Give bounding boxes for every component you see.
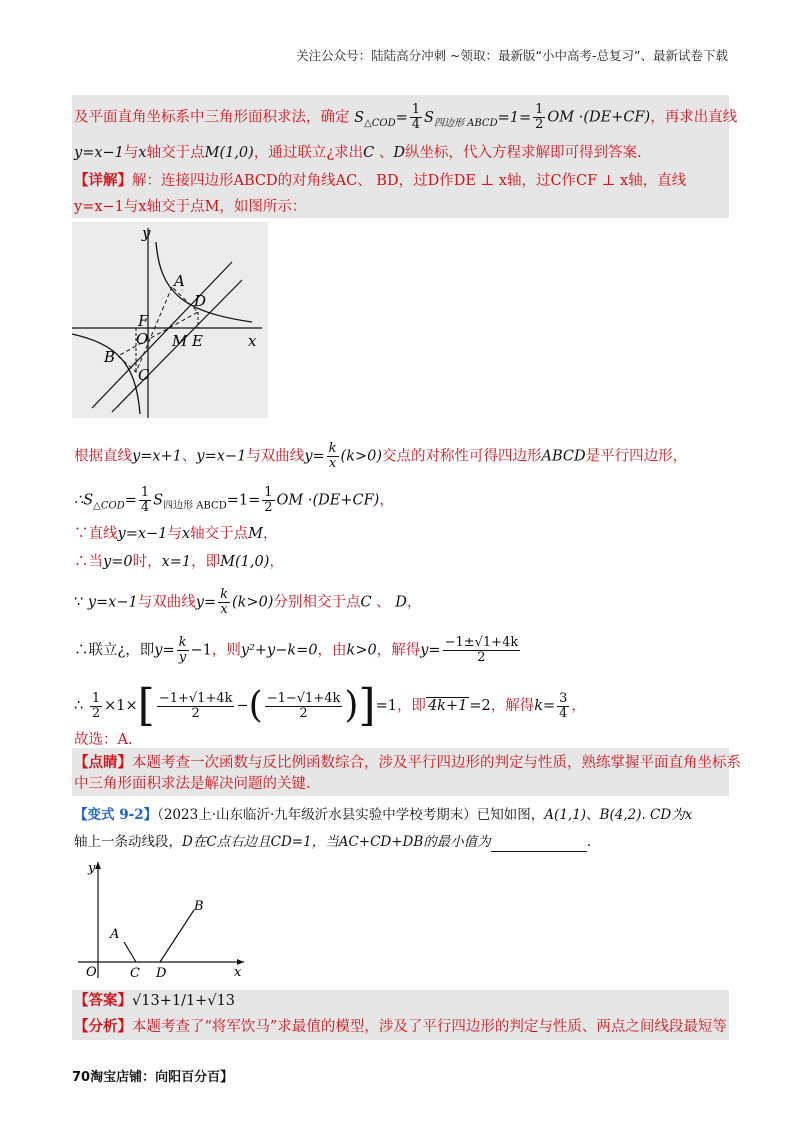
text: 时，	[132, 554, 162, 570]
den: 2	[264, 500, 273, 515]
solution-line-7	[74, 680, 586, 731]
text: 故选：A.	[74, 732, 133, 748]
segment-ac	[124, 942, 136, 962]
num: k	[178, 635, 187, 650]
detail-tag: 【详解】	[74, 172, 132, 189]
solution-line-6	[74, 636, 522, 665]
label-x: x	[234, 965, 242, 980]
text: 中三角形面积求法是解决问题的关键.	[74, 776, 311, 792]
text: 本题考查了“将军饮马”求最值的模型，涉及了平行四边形的判定与性质、两点之间线段最短等	[132, 1019, 727, 1035]
math: (k>0)	[340, 448, 383, 465]
hyperbola-branch	[72, 334, 140, 414]
math: y=x+1	[132, 448, 182, 465]
comment-line-2	[74, 774, 311, 794]
label-c: C	[130, 966, 140, 981]
math: OM ·(DE+CF)	[547, 109, 651, 126]
math: $S_{四边形 ABCD}=1=$	[424, 109, 532, 129]
math: OM ·(DE+CF)	[276, 492, 380, 509]
math: C	[360, 594, 372, 611]
bracket: ]	[358, 680, 376, 731]
num: k	[220, 587, 228, 602]
label-d: D	[194, 292, 207, 310]
math: ∴S	[74, 492, 94, 509]
fraction	[262, 486, 274, 515]
label-a: A	[174, 272, 185, 290]
fraction	[265, 692, 343, 721]
text: ，	[571, 698, 586, 714]
text: ，解得	[376, 642, 421, 659]
label-c: C	[138, 366, 150, 384]
math: =	[124, 492, 137, 509]
math: k=	[534, 698, 556, 714]
text: 解：连接四边形ABCD的对角线AC、 BD，过D作DE ⊥ x轴，过C作CF ⊥ x轴，直线	[132, 173, 687, 189]
footer-text: 淘宝店铺：向阳百分百】	[90, 1070, 234, 1085]
text: .	[586, 834, 592, 850]
den: 2	[191, 705, 200, 721]
math: 四边形 ABCD	[163, 500, 227, 512]
den: 2	[299, 705, 308, 721]
label-a: A	[110, 927, 120, 942]
text: 与	[167, 526, 182, 542]
fraction	[218, 588, 230, 617]
math: M(1,0)	[220, 554, 270, 570]
den: 4	[559, 705, 568, 721]
coordinate-figure	[74, 850, 254, 982]
math: D	[395, 594, 407, 611]
page-header: 关注公众号：陆陆高分冲刺 ~领取：最新版“小中高考-总复习”、最新试卷下载	[296, 48, 728, 63]
num: 1	[91, 690, 101, 706]
paren: (	[248, 685, 263, 726]
detail-line-1	[74, 171, 686, 191]
fraction	[557, 692, 569, 721]
math: y=0	[103, 554, 133, 570]
label-x: x	[248, 332, 257, 350]
label-b: B	[194, 899, 204, 914]
solution-line-2	[74, 486, 394, 516]
y-arrow	[95, 862, 101, 869]
math: ABCD	[541, 448, 586, 465]
label-d: D	[156, 966, 167, 981]
math: x	[138, 145, 147, 161]
solution-line-1	[74, 442, 687, 471]
label-b: B	[104, 348, 116, 366]
analysis-line	[74, 1017, 727, 1037]
num: k	[328, 441, 337, 456]
math: $S_{\triangle COD}=$	[354, 109, 408, 129]
figure2-svg	[74, 850, 254, 982]
math: M	[248, 526, 263, 542]
math: △COD	[93, 500, 125, 512]
text: 根据直线	[74, 448, 132, 465]
text: ，再求出直线	[650, 109, 738, 126]
math: y=x−1	[87, 594, 138, 611]
line-y-x-plus-1	[92, 262, 232, 408]
hyperbola-branch	[156, 242, 252, 322]
fraction	[410, 103, 422, 132]
num: 3	[559, 690, 568, 706]
text: 、	[371, 594, 396, 611]
label-o: O	[86, 965, 97, 980]
math: y=x−1	[117, 526, 168, 542]
text: 本题考查一次函数与反比例函数综合，涉及平行四边形的判定与性质，熟练掌握平面直角坐标系	[132, 755, 741, 771]
label-m: M	[172, 332, 188, 350]
den: y	[178, 650, 187, 665]
math: y=	[420, 642, 441, 659]
num: −1+√1+4k	[158, 690, 233, 706]
math: k>0	[346, 642, 377, 659]
text: 、	[374, 145, 394, 161]
figure-svg	[72, 222, 268, 418]
text: ，则	[211, 642, 241, 659]
fraction	[327, 442, 339, 471]
den: x	[328, 456, 337, 471]
solution-line-5	[74, 588, 421, 617]
text: ，即	[191, 554, 221, 570]
answer-tag: 【答案】	[74, 992, 132, 1009]
analysis-tag: 【分析】	[74, 1018, 132, 1035]
comment-line-1	[74, 753, 741, 773]
fraction	[90, 692, 102, 721]
fraction	[139, 486, 151, 515]
text: 与双曲线	[246, 448, 305, 465]
num: 1	[535, 102, 544, 117]
bracket: [	[137, 680, 155, 731]
label-e: E	[192, 332, 203, 350]
num: −1±√1+4k	[444, 635, 519, 650]
answer-blank[interactable]	[491, 837, 587, 852]
text: y=x−1与x轴交于点M，如图所示：	[74, 199, 307, 215]
answer-line	[74, 991, 235, 1011]
math: A(1,1)、B(4,2). CD为x	[544, 807, 693, 823]
den: 2	[91, 705, 101, 721]
math: ∴	[74, 698, 88, 714]
math: =2	[469, 698, 491, 714]
text: ，由	[317, 642, 347, 659]
fraction	[157, 692, 235, 721]
text: 轴交于点	[146, 145, 205, 161]
den: 4	[140, 500, 150, 515]
math: y=	[304, 448, 325, 465]
math: D	[393, 145, 405, 161]
analysis-line-1	[74, 103, 737, 133]
text: 是平行四边形，	[585, 448, 688, 465]
paren: )	[344, 685, 359, 726]
text: 、	[181, 448, 197, 465]
segment-db	[160, 910, 194, 962]
text: D在C点右边且CD=1，当AC+CD+DB的最小值为	[182, 834, 491, 850]
variant-line-2	[74, 832, 591, 852]
text: ，通过联立¿求出	[253, 145, 364, 161]
page-footer	[72, 1066, 233, 1085]
fraction	[443, 636, 521, 665]
math: y=	[154, 642, 175, 659]
math: ∵	[74, 594, 88, 611]
math: x	[181, 526, 191, 542]
label-y: y	[88, 861, 96, 876]
variant-tag: 【变式 9-2】	[74, 807, 158, 823]
comment-tag: 【点睛】	[74, 754, 132, 771]
num: −1−√1+4k	[266, 690, 341, 706]
page-number: 70	[72, 1070, 91, 1085]
text: 轴上一条动线段，	[74, 834, 182, 850]
label-y: y	[142, 224, 151, 242]
detail-line-2	[74, 197, 306, 217]
hyperbola-figure	[72, 222, 268, 418]
math: =1	[375, 698, 397, 714]
analysis-line-2	[74, 143, 642, 163]
text: 分别相交于点	[273, 594, 361, 611]
text: ，	[406, 594, 422, 611]
math: −1	[190, 642, 212, 659]
text: 交点的对称性可得四边形	[382, 448, 542, 465]
math: ×1×	[104, 698, 138, 714]
text: ∴当	[74, 554, 103, 570]
minus: −	[236, 698, 249, 714]
sqrt: 4k+1	[427, 698, 468, 714]
text: 纵坐标，代入方程求解即可得到答案.	[404, 145, 642, 161]
text: 及平面直角坐标系中三角形面积求法，确定	[74, 109, 350, 126]
choice-line	[74, 730, 133, 750]
den: 2	[535, 117, 544, 132]
math: y=x−1	[74, 145, 124, 161]
num: 1	[264, 485, 273, 500]
label-f: F	[138, 312, 149, 330]
math: y=x−1	[196, 448, 247, 465]
fraction	[533, 103, 545, 132]
math: x=1	[161, 554, 192, 570]
math: C	[363, 145, 375, 161]
text: ，	[269, 554, 284, 570]
text: 与	[123, 145, 139, 161]
label-o: O	[136, 330, 149, 348]
fraction	[177, 636, 189, 665]
answer-value: √13+1/1+√13	[132, 993, 236, 1009]
text: ，	[262, 526, 278, 542]
math: S	[153, 492, 164, 509]
math: M(1,0)	[204, 145, 254, 161]
num: 1	[140, 485, 150, 500]
math: (k>0)	[231, 594, 274, 611]
den: x	[220, 602, 228, 617]
den: 4	[411, 117, 421, 132]
math: =1=	[226, 492, 261, 509]
text: ，即	[396, 698, 426, 714]
variant-line-1	[74, 805, 692, 825]
math: y=	[195, 594, 217, 611]
math: y²+y−k=0	[240, 642, 318, 659]
text: 轴交于点	[190, 526, 249, 542]
den: 2	[477, 650, 486, 665]
text: （2023上·山东临沂·九年级沂水县实验中学校考期末）已知如图，	[157, 807, 545, 823]
solution-line-4	[74, 552, 284, 572]
quadrilateral-abcd	[118, 287, 198, 372]
text: ，解得	[490, 698, 535, 714]
text: ∵直线	[74, 526, 118, 542]
text: ∴联立¿，即	[74, 642, 155, 659]
text: ，	[379, 492, 394, 509]
num: 1	[411, 102, 421, 117]
text: 与双曲线	[137, 594, 196, 611]
solution-line-3	[74, 524, 277, 544]
